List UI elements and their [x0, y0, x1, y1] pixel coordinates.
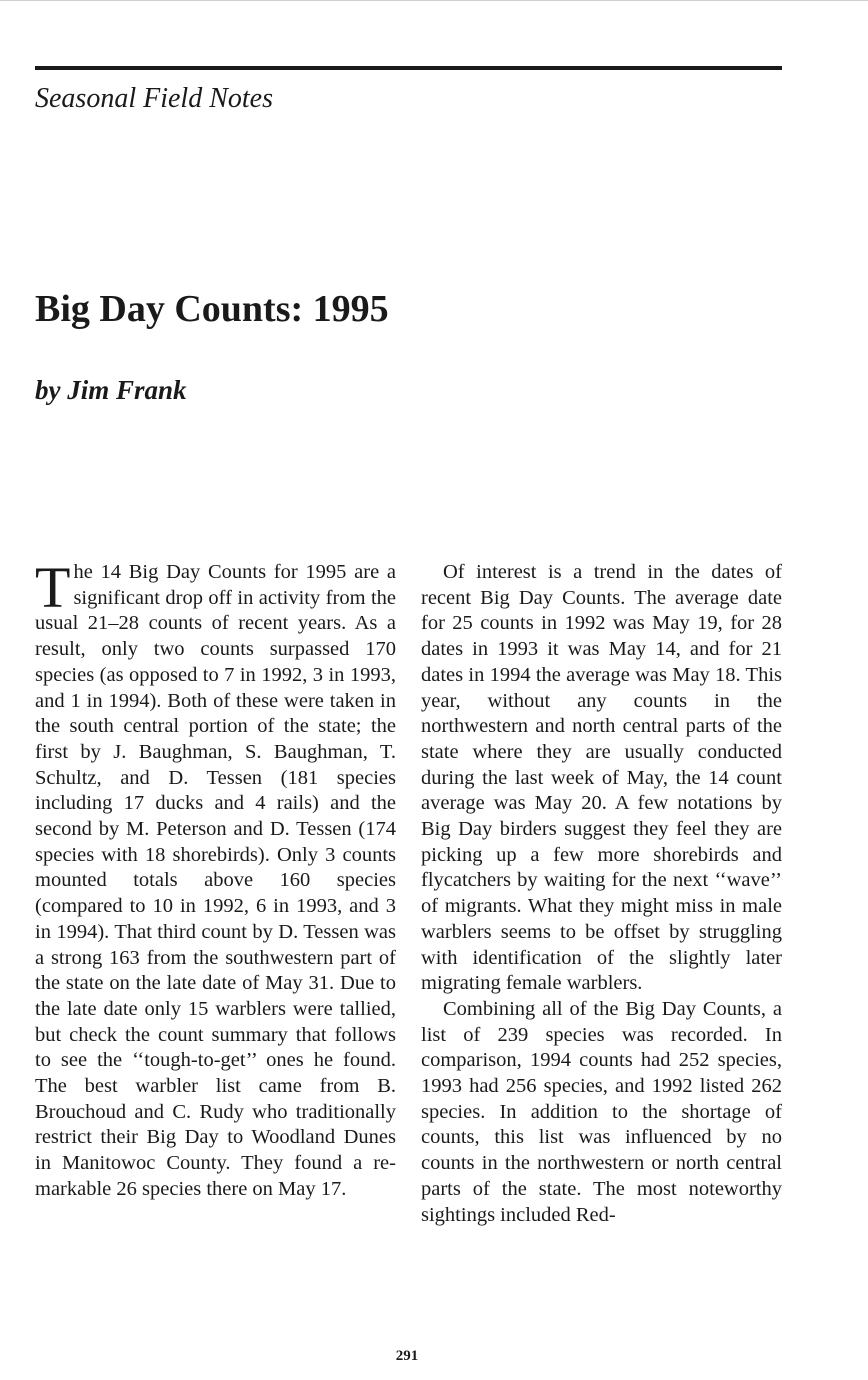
page-number: 291: [395, 1348, 419, 1364]
section-label: Seasonal Field Notes: [35, 83, 273, 114]
body-column-left: [35, 555, 396, 1203]
article-title: Big Day Counts: 1995: [35, 288, 389, 330]
paragraph-text: he 14 Big Day Counts for 1995 are a significant drop off in activity from the usual 21–28 counts of recent years. As a result, only two counts surpassed 170 species (as opposed to 7 in 1992, 3 in 1993, and 1 in 1994). Both of these were taken in the south central portion of the state; the first by J. Baughman, S. Baughman, T. Schultz, and D. Tessen (181 species including 17 ducks and 4 rails) and the second by M. Peterson and D. Tessen (174 species with 18 shorebirds). Only 3 counts mounted totals above 160 species (compared to 10 in 1992, 6 in 1993, and 3 in 1994). That third count by D. Tessen was a strong 163 from the southwestern part of the state on the late date of May 31. Due to the late date only 15 warblers were tallied, but check the count summary that follows to see the ‘‘tough-to-get’’ ones he found. The best warbler list came from B. Brouchoud and C. Rudy who traditionally restrict their Big Day to Woodland Dunes in Manitowoc County. They found a remarkable 26 species there on May 17.: [35, 561, 396, 1200]
body-column-right: [421, 560, 782, 1228]
body-paragraph: [35, 555, 396, 1203]
header-rule: [35, 66, 782, 70]
page-top-edge: [0, 0, 868, 1]
body-paragraph: Combining all of the Big Day Counts, a list of 239 species was recorded. In comparison, 1994 counts had 252 species, 1993 had 256 species, and 1992 listed 262 species. In addition to the shortage of counts, this list was influenced by no counts in the northwestern or north central parts of the state. The most noteworthy sightings included Red-: [421, 997, 782, 1226]
byline: by Jim Frank: [35, 375, 187, 405]
body-paragraph: Of interest is a trend in the dates of recent Big Day Counts. The average date for 25 counts in 1992 was May 19, for 28 dates in 1993 it was May 14, and for 21 dates in 1994 the average was May 18. This year, without any counts in the northwestern and north central parts of the state where they are usually conducted during the last week of May, the 14 count average was May 20. A few notations by Big Day birders suggest they feel they are picking up a few more shorebirds and flycatchers by waiting for the next ‘‘wave’’ of migrants. What they might miss in male warblers seems to be offset by struggling with identification of the slightly later migrating female warblers.: [421, 561, 782, 995]
drop-cap: T: [35, 555, 71, 620]
